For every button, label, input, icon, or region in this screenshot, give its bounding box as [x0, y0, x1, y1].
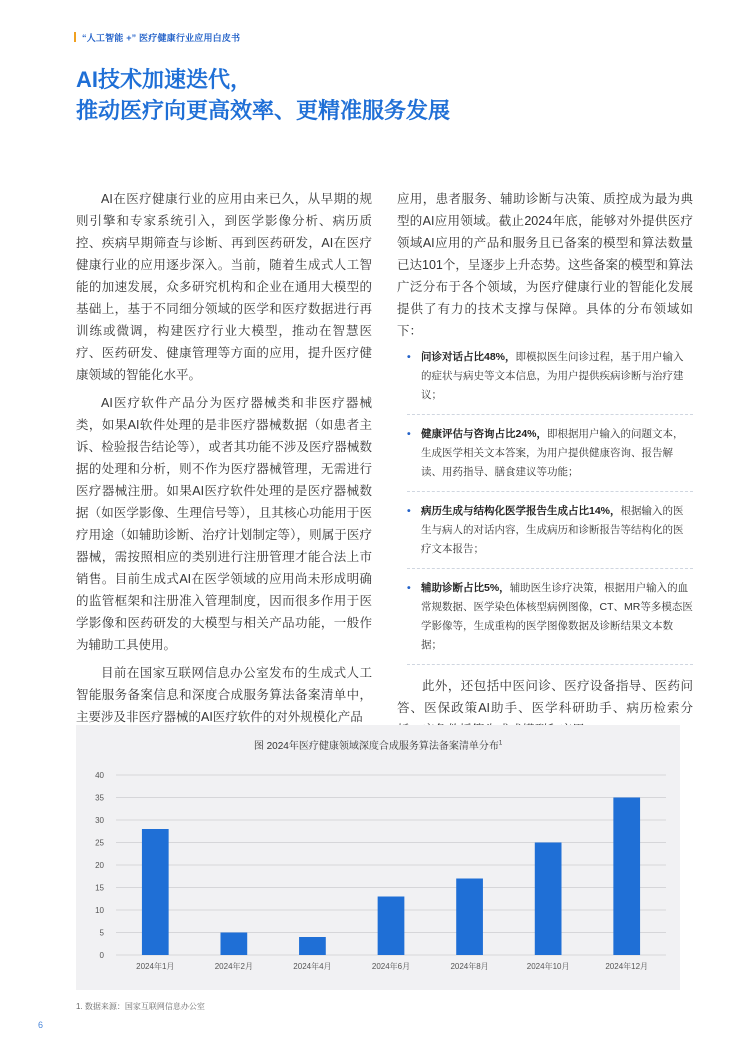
- list-item: [407, 502, 693, 569]
- bar-chart: [76, 725, 680, 990]
- chart-panel: [76, 725, 680, 990]
- x-tick-label: 2024年2月: [214, 962, 253, 971]
- paragraph: AI医疗软件产品分为医疗器械类和非医疗器械类，如果AI软件处理的是非医疗器械数据（如患者主诉、检验报告结论等），或者其功能不涉及医疗器械数据的处理和分析，则不作为医疗器械管理，无需进行医疗器械注册。如果AI医疗软件处理的是医疗器械数据（如医学影像、生理信号等），且其核心功能用于医疗用途（如辅助诊断、治疗计划制定等），则属于医疗器械，需按照相应的类别进行注册管理才能合法上市销售。目前生成式AI在医学领域的应用尚未形成明确的监管框架和注册准入管理制度，因而很多作用于医学影像和医药研发的大模型与相关产品功能，一般作为辅助工具使用。: [76, 396, 372, 652]
- title-line-1: AI技术加速迭代，: [76, 67, 253, 92]
- x-tick-label: 2024年1月: [136, 962, 175, 971]
- bullet-icon: •: [407, 582, 411, 594]
- bullet-icon: •: [407, 428, 411, 440]
- title-line-2: 推动医疗向更高效率、更精准服务发展: [76, 98, 451, 123]
- running-header: [74, 31, 240, 44]
- paragraph: 此外，还包括中医问诊、医疗设备指导、医药问答、医保政策AI助手、医学科研助手、病历检索分: [397, 679, 693, 715]
- page-title: [76, 64, 636, 126]
- list-item-label: 问诊对话占比48%，: [421, 351, 516, 363]
- y-tick-label: 5: [99, 928, 104, 938]
- bullet-icon: •: [407, 505, 411, 517]
- x-tick-label: 2024年4月: [293, 962, 332, 971]
- x-tick-label: 2024年8月: [450, 962, 489, 971]
- list-item-text: 根据输入的医生与病人的对话内容，生成病历和诊断报告等结构化的医疗文本报告；: [421, 505, 684, 555]
- y-tick-label: 40: [95, 771, 104, 780]
- list-item-text: 辅助医生诊疗决策，根据用户输入的血常规数据、医学染色体核型病例图像，CT、MR等多模态医学影像等，生成重构的医学图像数据及诊断结果文本数据；: [421, 582, 693, 651]
- list-item: [407, 348, 693, 415]
- right-column: [397, 188, 693, 747]
- header-text: “人工智能 +” 医疗健康行业应用白皮书: [82, 33, 241, 43]
- x-tick-label: 2024年6月: [371, 962, 411, 971]
- y-tick-label: 15: [95, 883, 104, 893]
- bar: [378, 897, 405, 956]
- y-tick-label: 10: [95, 906, 104, 915]
- bar: [299, 937, 326, 955]
- left-column: [76, 188, 372, 734]
- bullet-icon: •: [407, 351, 411, 363]
- list-item-text: 即根据用户输入的问题文本，生成医学相关文本答案，为用户提供健康咨询、报告解读、用药指导、膳食建议等功能；: [421, 428, 684, 478]
- x-tick-label: 2024年10月: [526, 962, 570, 971]
- paragraph: AI在医疗健康行业的应用由来已久，从早期的规则引擎和专家系统引入，到医学影像分析、病历质控、疾病早期筛查与诊断、再到医药研发，AI在医疗健康行业的应用逐步深入。当前，随着生成式人工智能的加速发展，众多研究机构和企业在通用大模型的基础上，基于不同细分领域的医学和医疗数据进行再训练或微调，构建医疗行业大模型，推动在智慧医疗、医药研发、健康管理等方面的应用，提升医疗健康领域的智能化水平。: [76, 192, 372, 382]
- bar: [613, 798, 640, 956]
- bar: [535, 843, 562, 956]
- y-tick-label: 30: [95, 816, 104, 825]
- y-tick-label: 35: [95, 793, 104, 803]
- paragraph: 应用，患者服务、辅助诊断与决策、质控成为最为典型的AI应用领域。截止2024年底，能够对外提供医疗领域AI应用的产品和服务且已备案的模型和算法数量已达101个，呈逐步上升态势。这些备案的模型和算法广泛分布于各个领域，为医疗健康行业的智能化发展提供了有力的技术支撑与保障。具体的分布领域如下：: [397, 192, 693, 338]
- bar: [456, 879, 483, 956]
- list-item-label: 病历生成与结构化医学报告生成占比14%，: [421, 505, 621, 517]
- header-accent-bar: [74, 32, 76, 42]
- y-tick-label: 0: [99, 951, 104, 960]
- paragraph: 目前在国家互联网信息办公室发布的生成式人工智能服务备案信息和深度合成服务算法备案清单中，主要涉及非医疗器械的AI医疗软件的对外规模化产品: [76, 666, 372, 724]
- y-tick-label: 25: [95, 838, 104, 848]
- chart-title-text: 图 2024年医疗健康领域深度合成服务算法备案清单分布: [253, 741, 499, 752]
- bar: [221, 933, 248, 956]
- list-item: [407, 425, 693, 492]
- chart-title-footnote-ref: 1: [498, 740, 503, 747]
- list-item-label: 辅助诊断占比5%，: [421, 582, 510, 594]
- bar: [142, 829, 169, 955]
- list-item-label: 健康评估与咨询占比24%，: [421, 428, 548, 440]
- list-item-text: 即模拟医生问诊过程，基于用户输入的症状与病史等文本信息，为用户提供疾病诊断与治疗建议；: [421, 351, 684, 401]
- y-tick-label: 20: [95, 861, 104, 870]
- footnote: 1. 数据来源：国家互联网信息办公室: [76, 1002, 205, 1011]
- list-item: [407, 579, 693, 665]
- distribution-list: [397, 348, 693, 665]
- page-number: 6: [38, 1020, 44, 1030]
- x-tick-label: 2024年12月: [605, 962, 649, 971]
